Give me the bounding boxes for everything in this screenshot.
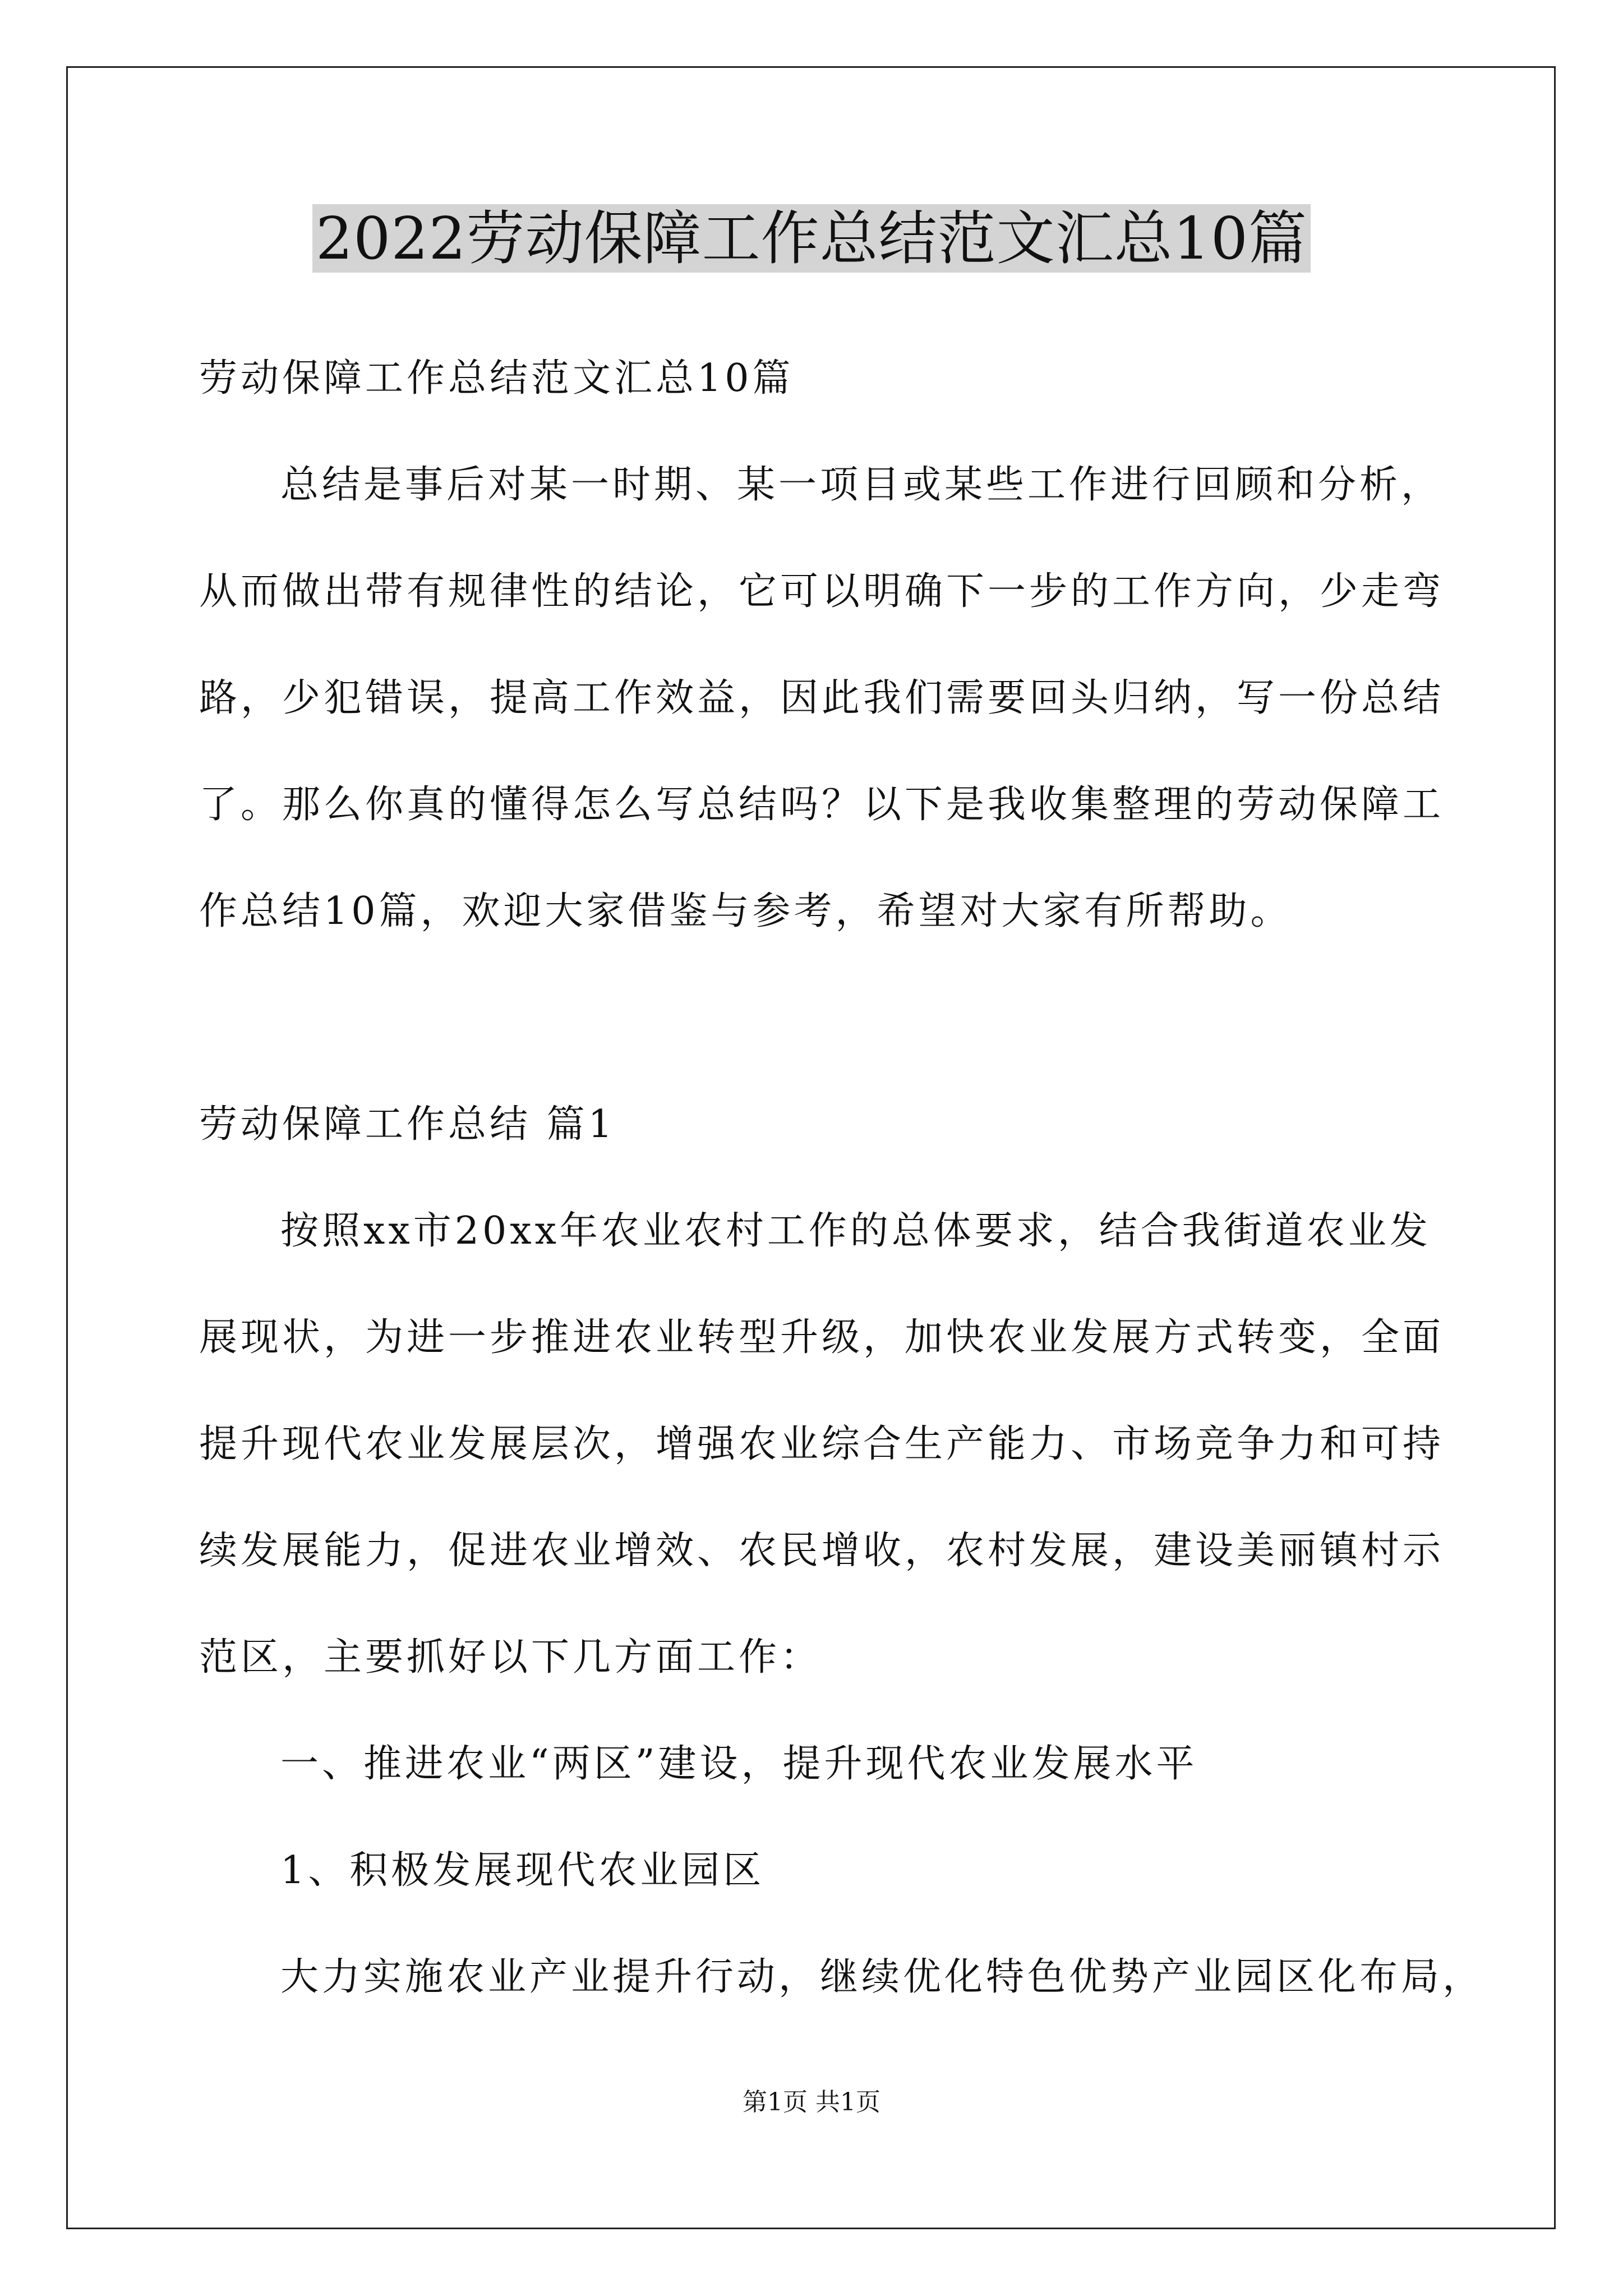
section-line: 续发展能力，促进农业增效、农民增收，农村发展，建设美丽镇村示 [199, 1529, 1445, 1573]
section-heading: 劳动保障工作总结 篇1 [199, 1102, 616, 1147]
page-footer: 第1页 共1页 [743, 2088, 880, 2116]
intro-line: 了。那么你真的懂得怎么写总结吗？以下是我收集整理的劳动保障工 [199, 783, 1445, 827]
document-subtitle: 劳动保障工作总结范文汇总10篇 [199, 356, 794, 401]
intro-line: 路，少犯错误，提高工作效益，因此我们需要回头归纳，写一份总结 [199, 676, 1445, 720]
heading-one: 一、推进农业“两区”建设，提升现代农业发展水平 [280, 1742, 1198, 1786]
subheading-one: 1、积极发展现代农业园区 [280, 1848, 765, 1893]
intro-line: 总结是事后对某一时期、某一项目或某些工作进行回顾和分析， [280, 463, 1443, 507]
document-title-text: 2022劳动保障工作总结范文汇总10篇 [312, 204, 1311, 273]
section-line: 按照xx市20xx年农业农村工作的总体要求，结合我街道农业发 [280, 1209, 1431, 1253]
section-line: 展现状，为进一步推进农业转型升级，加快农业发展方式转变，全面 [199, 1315, 1445, 1360]
paragraph-line: 大力实施农业产业提升行动，继续优化特色优势产业园区化布局， [280, 1955, 1484, 1999]
document-title [0, 199, 1623, 278]
section-line: 范区，主要抓好以下几方面工作： [199, 1635, 822, 1680]
section-line: 提升现代农业发展层次，增强农业综合生产能力、市场竞争力和可持 [199, 1422, 1445, 1466]
intro-line: 从而做出带有规律性的结论，它可以明确下一步的工作方向，少走弯 [199, 569, 1445, 614]
intro-line: 作总结10篇，欢迎大家借鉴与参考，希望对大家有所帮助。 [199, 889, 1292, 933]
